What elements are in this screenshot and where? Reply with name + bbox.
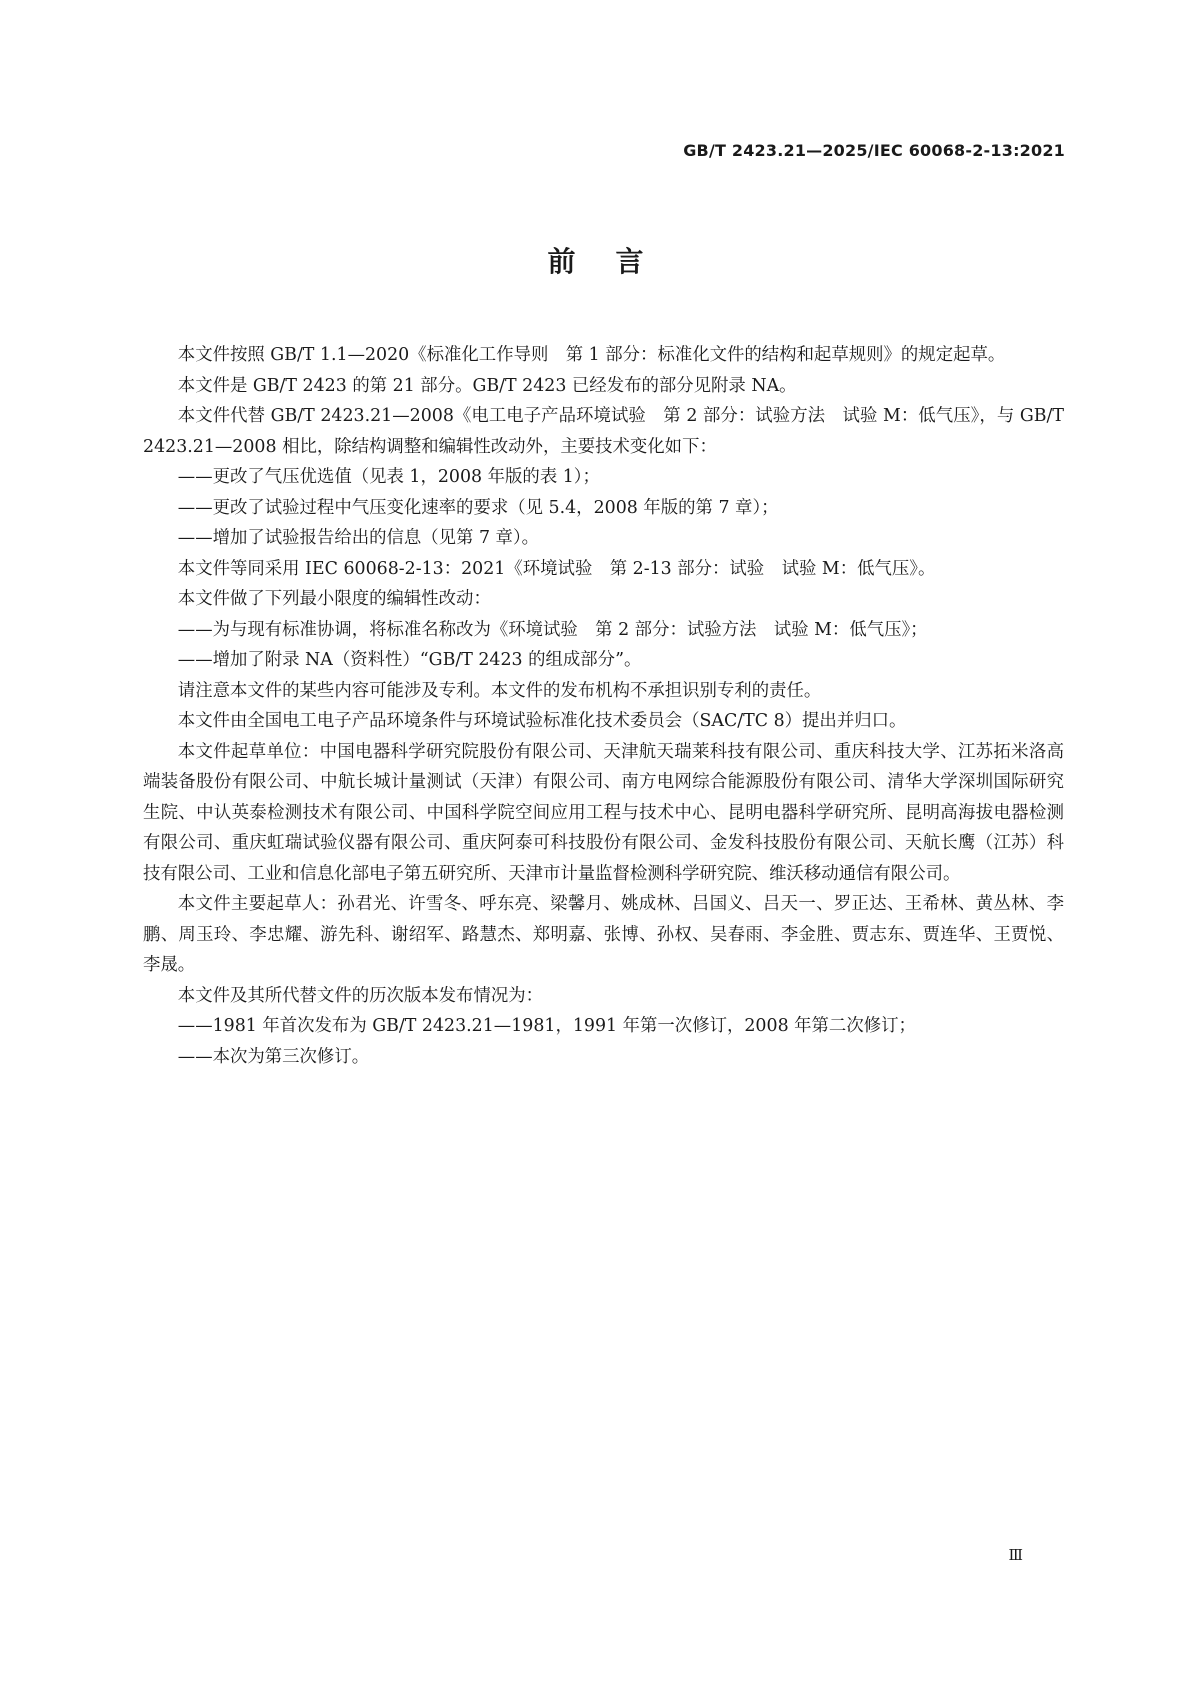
page-title: 前言 <box>547 245 684 278</box>
paragraph-drafters: 本文件主要起草人：孙君光、许雪冬、呼东亮、梁馨月、姚成林、吕国义、吕天一、罗正达、王希林、黄丛林、李鹏、周玉玲、李忠耀、游先科、谢绍军、路慧杰、郑明嘉、张博、孙权、吴春雨、李金胜、贾志东、贾连华、王贾悦、李晟。 <box>143 894 1064 975</box>
paragraph-replaces: 本文件代替 GB/T 2423.21—2008《电工电子产品环境试验 第 2 部分：试验方法 试验 M：低气压》，与 GB/T 2423.21—2008 相比，除结构调整和编辑性改动外，主要技术变化如下： <box>143 406 1064 457</box>
paragraph-patent-notice: 请注意本文件的某些内容可能涉及专利。本文件的发布机构不承担识别专利的责任。 <box>177 680 822 701</box>
paragraph-proposed-by: 本文件由全国电工电子产品环境条件与环境试验标准化技术委员会（SAC/TC 8）提出并归口。 <box>177 711 907 731</box>
paragraph-history: 本文件及其所代替文件的历次版本发布情况为： <box>177 985 544 1006</box>
change-item: ——更改了试验过程中气压变化速率的要求（见 5.4，2008 年版的第 7 章）； <box>177 497 779 518</box>
editorial-item: ——增加了附录 NA（资料性）“GB/T 2423 的组成部分”。 <box>177 650 642 670</box>
paragraph-part-number: 本文件是 GB/T 2423 的第 21 部分。GB/T 2423 已经发布的部分见附录 NA。 <box>177 375 797 396</box>
change-item: ——增加了试验报告给出的信息（见第 7 章）。 <box>177 528 540 548</box>
editorial-item: ——为与现有标准协调，将标准名称改为《环境试验 第 2 部分：试验方法 试验 M：低气压》； <box>177 619 928 640</box>
foreword-body <box>143 340 1064 1072</box>
paragraph-editorial-changes: 本文件做了下列最小限度的编辑性改动： <box>177 589 491 609</box>
page-number: Ⅲ <box>1008 1546 1023 1564</box>
standard-number-header: GB/T 2423.21—2025/IEC 60068-2-13:2021 <box>683 141 1065 160</box>
paragraph-drafting-rules: 本文件按照 GB/T 1.1—2020《标准化工作导则 第 1 部分：标准化文件的结构和起草规则》的规定起草。 <box>177 345 1006 365</box>
history-item: ——本次为第三次修订。 <box>177 1046 370 1067</box>
change-item: ——更改了气压优选值（见表 1，2008 年版的表 1）； <box>177 467 600 487</box>
paragraph-drafting-units: 本文件起草单位：中国电器科学研究院股份有限公司、天津航天瑞莱科技有限公司、重庆科技大学、江苏拓米洛高端装备股份有限公司、中航长城计量测试（天津）有限公司、南方电网综合能源股份有限公司、清华大学深圳国际研究生院、中认英泰检测技术有限公司、中国科学院空间应用工程与技术中心、昆明电器科学研究所、昆明高海拔电器检测有限公司、重庆虹瑞试验仪器有限公司、重庆阿泰可科技股份有限公司、金发科技股份有限公司、天航长鹰（江苏）科技有限公司、工业和信息化部电子第五研究所、天津市计量监督检测科学研究院、维沃移动通信有限公司。 <box>143 741 1064 884</box>
history-item: ——1981 年首次发布为 GB/T 2423.21—1981，1991 年第一次修订，2008 年第二次修订； <box>177 1016 916 1036</box>
paragraph-identical-adoption: 本文件等同采用 IEC 60068-2-13：2021《环境试验 第 2-13 部分：试验 试验 M：低气压》。 <box>177 558 936 579</box>
